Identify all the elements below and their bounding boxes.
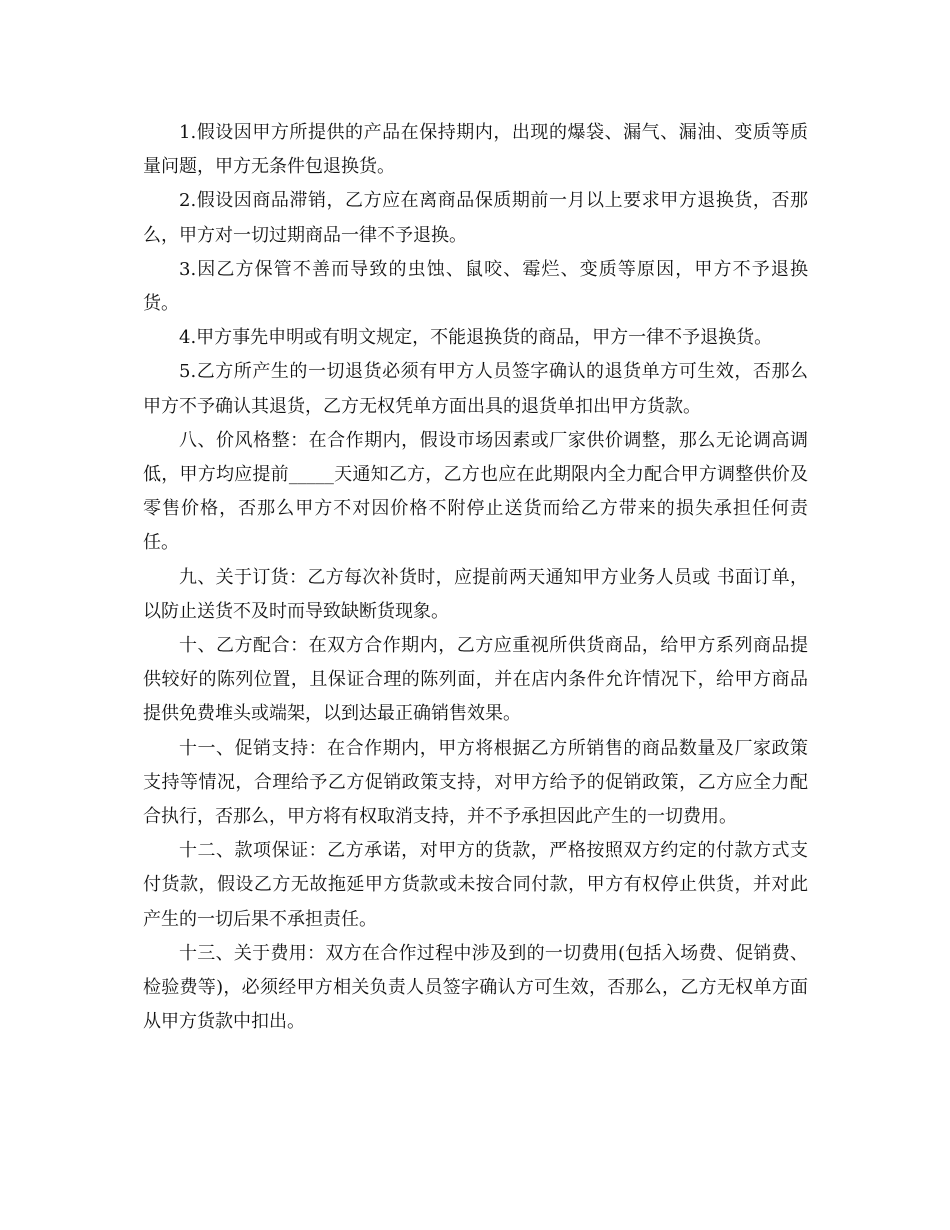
clause-cooperation: 十、乙方配合：在双方合作期内，乙方应重视所供货商品，给甲方系列商品提供较好的陈列位置，且保证合理的陈列面，并在店内条件允许情况下，给甲方商品提供免费堆头或端架，以到达最正确销售效果。	[143, 635, 808, 725]
clause-return-confirmation: 5.乙方所产生的一切退货必须有甲方人员签字确认的退货单方可生效，否那么甲方不予确认其退货，乙方无权凭单方面出具的退货单扣出甲方货款。	[143, 361, 808, 417]
clause-return-storage: 3.因乙方保管不善而导致的虫蚀、鼠咬、霉烂、变质等原因，甲方不予退换货。	[143, 258, 808, 315]
clause-return-unsold: 2.假设因商品滞销，乙方应在离商品保质期前一月以上要求甲方退换货，否那么，甲方对一切过期商品一律不予退换。	[143, 190, 808, 246]
clause-return-excluded: 4.甲方事先申明或有明文规定，不能退换货的商品，甲方一律不予退换货。	[179, 327, 773, 349]
clause-fees: 十三、关于费用：双方在合作过程中涉及到的一切费用(包括入场费、促销费、检验费等)，必须经甲方相关负责人员签字确认方可生效，否那么，乙方无权单方面从甲方货款中扣出。	[143, 942, 808, 1033]
clause-payment: 十二、款项保证：乙方承诺，对甲方的货款，严格按照双方约定的付款方式支付货款，假设乙方无故拖延甲方货款或未按合同付款，甲方有权停止供货，并对此产生的一切后果不承担责任。	[143, 840, 808, 930]
clause-promotion: 十一、促销支持：在合作期内，甲方将根据乙方所销售的商品数量及厂家政策支持等情况，合理给予乙方促销政策支持，对甲方给予的促销政策，乙方应全力配合执行，否那么，甲方将有权取消支持，并不予承担因此产生的一切费用。	[143, 737, 808, 828]
clause-return-quality: 1.假设因甲方所提供的产品在保持期内，出现的爆袋、漏气、漏油、变质等质量问题，甲方无条件包退换货。	[143, 122, 808, 178]
document-body	[143, 116, 808, 1039]
clause-ordering: 九、关于订货：乙方每次补货时，应提前两天通知甲方业务人员或 书面订单，以防止送货不及时而导致缺断货现象。	[143, 566, 808, 622]
clause-price-adjustment: 八、价风格整：在合作期内，假设市场因素或厂家供价调整，那么无论调高调低，甲方均应提前_____天通知乙方，乙方也应在此期限内全力配合甲方调整供价及零售价格，否那么甲方不对因价格不附停止送货而给乙方带来的损失承担任何责任。	[143, 429, 808, 554]
